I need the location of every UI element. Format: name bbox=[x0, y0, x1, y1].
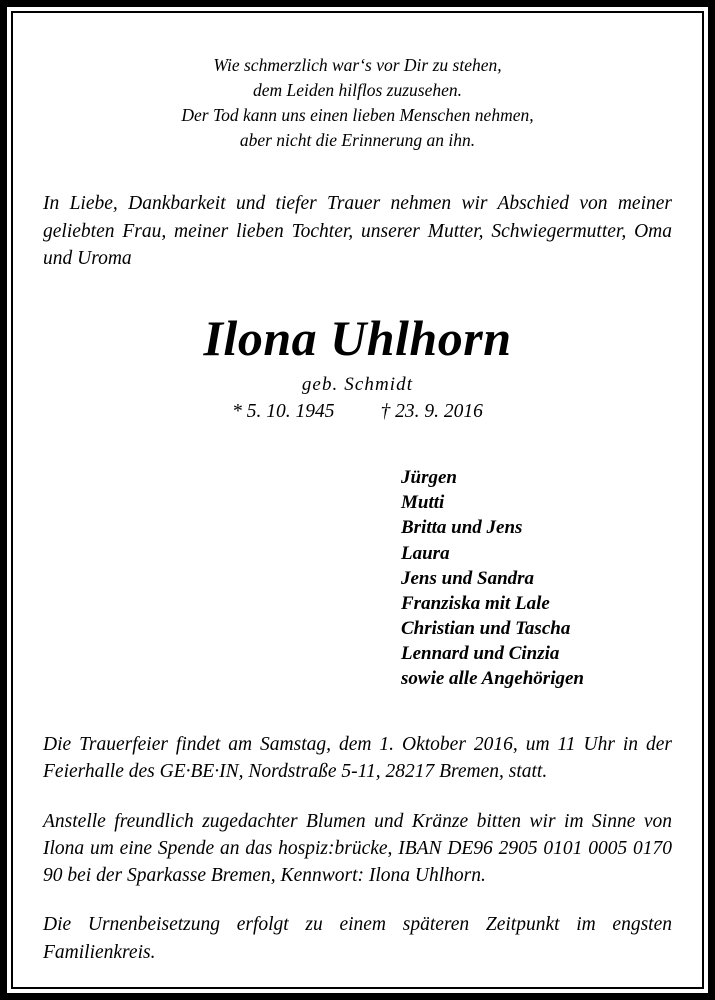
poem-line: aber nicht die Erinnerung an ihn. bbox=[239, 129, 476, 150]
list-item: Laura bbox=[401, 542, 450, 564]
burial-notice: Die Urnenbeisetzung erfolgt zu einem späteren Zeitpunkt im engsten Familienkreis. bbox=[43, 914, 672, 963]
birth-date: 5. 10. 1945 bbox=[246, 401, 335, 423]
memorial-poem bbox=[43, 53, 672, 152]
poem-line: dem Leiden hilflos zuzusehen. bbox=[252, 79, 462, 100]
deceased-name: Ilona Uhlhorn bbox=[203, 310, 512, 367]
obituary-inner-frame bbox=[11, 11, 704, 989]
list-item: sowie alle Angehörigen bbox=[401, 667, 584, 689]
list-item: Franziska mit Lale bbox=[401, 592, 550, 614]
birth-symbol-icon: * bbox=[232, 401, 242, 423]
ceremony-notice: Die Trauerfeier findet am Samstag, dem 1. Oktober 2016, um 11 Uhr in der Feierhalle des GE·BE·IN, Nordstraße 5-11, 28217 Bremen, statt. bbox=[43, 733, 672, 783]
life-dates bbox=[43, 401, 672, 423]
list-item: Britta und Jens bbox=[401, 517, 523, 539]
poem-line: Der Tod kann uns einen lieben Menschen nehmen, bbox=[181, 104, 534, 125]
death-date: 23. 9. 2016 bbox=[395, 401, 483, 423]
death-symbol-icon: † bbox=[380, 401, 391, 423]
notices-block bbox=[43, 731, 672, 966]
list-item: Jürgen bbox=[401, 467, 457, 489]
poem-line: Wie schmerzlich war‘s vor Dir zu stehen, bbox=[213, 55, 502, 75]
survivors-list bbox=[43, 465, 672, 691]
list-item: Mutti bbox=[401, 492, 445, 514]
donation-notice: Anstelle freundlich zugedachter Blumen und Kränze bitten wir im Sinne von Ilona um eine Spende an das hospiz:brücke, IBAN DE96 2905 0101 0005 0170 90 bei der Sparkasse Bremen, Kennwort: Ilona Uhlhorn. bbox=[43, 810, 672, 887]
list-item: Jens und Sandra bbox=[401, 567, 535, 589]
list-item: Christian und Tascha bbox=[401, 617, 571, 639]
deceased-maiden-name: geb. Schmidt bbox=[301, 374, 414, 396]
list-item: Lennard und Cinzia bbox=[401, 642, 560, 664]
announcement-intro: In Liebe, Dankbarkeit und tiefer Trauer nehmen wir Abschied von meiner geliebten Frau, meiner lieben Tochter, unserer Mutter, Schwiegermutter, Oma und Uroma bbox=[43, 193, 672, 269]
deceased-block bbox=[43, 312, 672, 423]
